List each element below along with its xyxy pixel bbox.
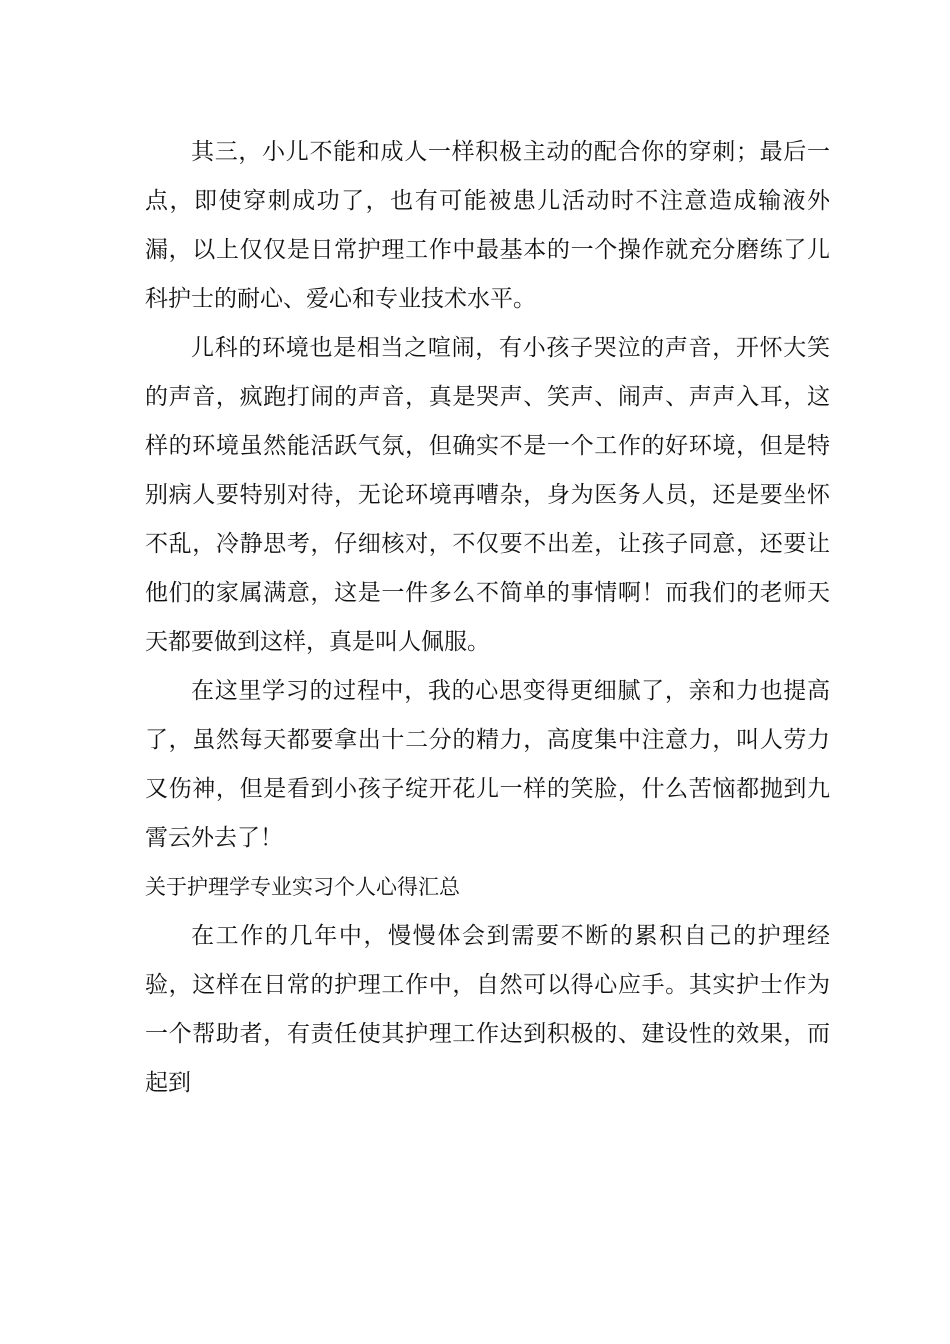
- paragraph: 在这里学习的过程中，我的心思变得更细腻了，亲和力也提高了，虽然每天都要拿出十二分的精力，高度集中注意力，叫人劳力又伤神，但是看到小孩子绽开花儿一样的笑脸，什么苦恼都抛到九霄云外去了！: [145, 678, 830, 851]
- document-body: [145, 128, 830, 1108]
- paragraph: 在工作的几年中，慢慢体会到需要不断的累积自己的护理经验，这样在日常的护理工作中，自然可以得心应手。其实护士作为一个帮助者，有责任使其护理工作达到积极的、建设性的效果，而起到: [145, 923, 830, 1096]
- paragraph: 其三，小儿不能和成人一样积极主动的配合你的穿刺；最后一点，即使穿刺成功了，也有可能被患儿活动时不注意造成输液外漏，以上仅仅是日常护理工作中最基本的一个操作就充分磨练了儿科护士的耐心、爱心和专业技术水平。: [145, 139, 830, 312]
- section-heading: 关于护理学专业实习个人心得汇总: [145, 875, 460, 899]
- paragraph: 儿科的环境也是相当之喧闹，有小孩子哭泣的声音，开怀大笑的声音，疯跑打闹的声音，真是哭声、笑声、闹声、声声入耳，这样的环境虽然能活跃气氛，但确实不是一个工作的好环境，但是特别病人要特别对待，无论环境再嘈杂，身为医务人员，还是要坐怀不乱，冷静思考，仔细核对，不仅要不出差，让孩子同意，还要让他们的家属满意，这是一件多么不简单的事情啊！而我们的老师天天都要做到这样，真是叫人佩服。: [145, 335, 830, 655]
